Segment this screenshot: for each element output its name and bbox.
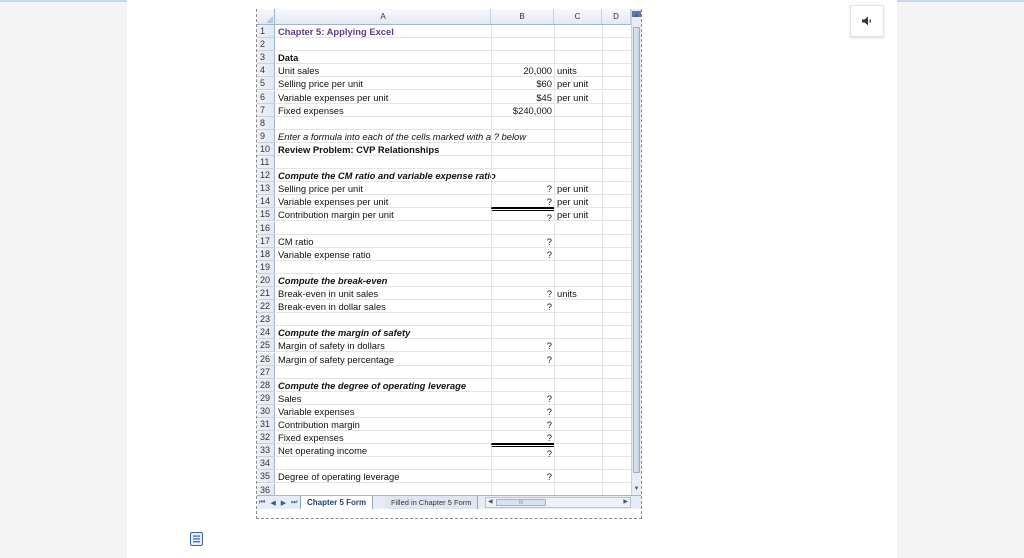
cell-d[interactable] [602, 366, 631, 379]
cell-d[interactable] [602, 274, 631, 287]
row-header[interactable]: 18 [257, 248, 275, 261]
row-header[interactable]: 30 [257, 405, 275, 418]
table-row [257, 326, 631, 339]
tab-chapter-5-form[interactable]: Chapter 5 Form [300, 496, 373, 509]
cell-a[interactable] [276, 117, 491, 130]
table-row [257, 169, 631, 182]
cell-d[interactable] [602, 287, 631, 300]
cell-a[interactable]: Net operating income [276, 444, 491, 457]
row-header[interactable]: 36 [257, 484, 275, 497]
cell-d[interactable] [602, 208, 631, 221]
cell-d[interactable] [602, 169, 631, 182]
cell-a[interactable]: Break-even in dollar sales [276, 300, 491, 313]
cell-c[interactable] [554, 156, 602, 169]
cell-a[interactable]: Compute the degree of operating leverage [276, 379, 491, 392]
cell-d[interactable] [602, 405, 631, 418]
table-row [257, 444, 631, 460]
table-row [257, 51, 631, 64]
scroll-left-button[interactable]: ◀ [488, 499, 493, 505]
cell-b[interactable]: ? [491, 248, 554, 261]
cell-c[interactable] [554, 117, 602, 130]
column-header-d[interactable]: D [602, 9, 631, 24]
cell-c[interactable] [554, 313, 602, 326]
table-row [257, 208, 631, 224]
cell-c[interactable] [554, 38, 602, 51]
cell-b[interactable]: $240,000 [491, 104, 554, 117]
cell-b[interactable]: ? [491, 431, 554, 444]
cell-a[interactable] [276, 457, 491, 470]
cell-c[interactable] [554, 104, 602, 117]
cell-c[interactable] [554, 130, 602, 143]
cell-d[interactable] [602, 25, 631, 38]
cell-d[interactable] [602, 182, 631, 195]
sheet-tab-bar [257, 495, 641, 509]
cell-b[interactable] [491, 117, 554, 130]
cell-d[interactable] [602, 313, 631, 326]
cell-a[interactable] [276, 222, 491, 235]
row-header[interactable]: 16 [257, 222, 275, 235]
cell-b[interactable] [491, 366, 554, 379]
cell-b[interactable]: $45 [491, 91, 554, 104]
row-header[interactable]: 2 [257, 38, 275, 51]
cell-b[interactable] [491, 274, 554, 287]
cell-b[interactable]: ? [491, 300, 554, 313]
table-row [257, 222, 631, 235]
cell-b[interactable] [491, 51, 554, 64]
table-row [257, 25, 631, 38]
cell-a[interactable]: Fixed expenses [276, 104, 491, 117]
cell-a[interactable]: Variable expenses [276, 405, 491, 418]
scroll-up-button[interactable]: ▲ [633, 13, 640, 19]
cell-d[interactable] [602, 300, 631, 313]
cell-d[interactable] [602, 418, 631, 431]
table-row [257, 261, 631, 274]
table-row [257, 248, 631, 261]
cell-a[interactable]: Contribution margin per unit [276, 208, 491, 221]
row-header[interactable]: 8 [257, 117, 275, 130]
cell-a[interactable]: Break-even in unit sales [276, 287, 491, 300]
cell-b[interactable] [491, 156, 554, 169]
cell-b[interactable]: ? [491, 392, 554, 405]
cell-c[interactable]: units [554, 287, 602, 300]
table-row [257, 366, 631, 379]
cell-d[interactable] [602, 444, 631, 457]
cell-d[interactable] [602, 326, 631, 339]
cell-a[interactable] [276, 156, 491, 169]
cell-b[interactable]: ? [491, 287, 554, 300]
cell-b[interactable]: ? [491, 418, 554, 431]
cell-c[interactable] [554, 353, 602, 366]
cell-b[interactable] [491, 457, 554, 470]
cell-a[interactable]: Data [276, 51, 491, 64]
table-row [257, 405, 631, 418]
row-header[interactable]: 9 [257, 130, 275, 143]
cell-b[interactable] [491, 130, 554, 143]
table-row [257, 104, 631, 117]
column-header-c[interactable]: C [554, 9, 602, 24]
cell-a[interactable]: Contribution margin [276, 418, 491, 431]
row-header[interactable]: 23 [257, 313, 275, 326]
row-header[interactable]: 22 [257, 300, 275, 313]
table-row [257, 313, 631, 326]
cell-d[interactable] [602, 248, 631, 261]
cell-d[interactable] [602, 379, 631, 392]
row-header[interactable]: 14 [257, 195, 275, 208]
row-header[interactable]: 4 [257, 64, 275, 77]
cell-d[interactable] [602, 339, 631, 352]
cell-d[interactable] [602, 77, 631, 90]
row-header[interactable]: 19 [257, 261, 275, 274]
cell-c[interactable] [554, 418, 602, 431]
document-icon[interactable] [190, 532, 203, 546]
cell-d[interactable] [602, 457, 631, 470]
row-header[interactable]: 24 [257, 326, 275, 339]
cell-d[interactable] [602, 130, 631, 143]
cell-d[interactable] [602, 235, 631, 248]
cell-b[interactable] [491, 261, 554, 274]
cell-d[interactable] [602, 117, 631, 130]
column-header-bar [257, 9, 631, 25]
table-row [257, 117, 631, 130]
cell-a[interactable]: Margin of safety percentage [276, 353, 491, 366]
cell-d[interactable] [602, 392, 631, 405]
table-row [257, 418, 631, 431]
cell-d[interactable] [602, 143, 631, 156]
scroll-down-button[interactable]: ▼ [633, 486, 640, 492]
cell-c[interactable]: per unit [554, 208, 602, 221]
cell-b[interactable]: 20,000 [491, 64, 554, 77]
tab-filled-in-chapter-5-form[interactable]: Filled in Chapter 5 Form [385, 496, 478, 509]
cell-b[interactable]: ? [491, 235, 554, 248]
cell-d[interactable] [602, 104, 631, 117]
prev-sheet-button[interactable]: ◀ [270, 499, 276, 507]
cell-b[interactable] [491, 143, 554, 156]
row-header[interactable]: 17 [257, 235, 275, 248]
cell-a[interactable] [276, 38, 491, 51]
row-header[interactable]: 12 [257, 169, 275, 182]
cell-b[interactable] [491, 38, 554, 51]
table-row [257, 64, 631, 77]
horizontal-scroll-thumb[interactable] [496, 499, 546, 506]
cell-b[interactable]: ? [491, 195, 554, 208]
row-header[interactable]: 13 [257, 182, 275, 195]
cell-c[interactable] [554, 169, 602, 182]
cell-c[interactable] [554, 431, 602, 444]
scroll-thumb[interactable] [633, 27, 640, 473]
next-sheet-button[interactable]: ▶ [280, 499, 287, 507]
cell-c[interactable]: units [554, 64, 602, 77]
table-row [257, 339, 631, 352]
cell-d[interactable] [602, 195, 631, 208]
cell-d[interactable] [602, 51, 631, 64]
row-header[interactable]: 34 [257, 457, 275, 470]
cell-b[interactable] [491, 25, 554, 38]
row-header[interactable]: 31 [257, 418, 275, 431]
cell-a[interactable] [276, 313, 491, 326]
cell-c[interactable] [554, 470, 602, 483]
cell-b[interactable] [491, 169, 554, 182]
cell-d[interactable] [602, 353, 631, 366]
cell-a[interactable]: Variable expenses per unit [276, 91, 491, 104]
row-header[interactable]: 6 [257, 91, 275, 104]
cell-b[interactable] [491, 222, 554, 235]
cell-c[interactable] [554, 25, 602, 38]
cell-a[interactable]: Fixed expenses [276, 431, 491, 444]
table-row [257, 143, 631, 156]
tab-navigation [259, 496, 297, 509]
cell-c[interactable]: per unit [554, 77, 602, 90]
cell-b[interactable]: ? [491, 182, 554, 195]
cell-c[interactable] [554, 222, 602, 235]
select-all-corner[interactable] [257, 9, 275, 24]
table-row [257, 470, 631, 483]
row-header[interactable]: 27 [257, 366, 275, 379]
cell-a[interactable] [276, 261, 491, 274]
cell-c[interactable] [554, 235, 602, 248]
table-row [257, 156, 631, 169]
table-row [257, 235, 631, 248]
vertical-scrollbar[interactable] [631, 9, 641, 495]
row-header[interactable]: 21 [257, 287, 275, 300]
cell-c[interactable] [554, 326, 602, 339]
cell-a[interactable]: Selling price per unit [276, 77, 491, 90]
table-row [257, 300, 631, 313]
cell-a[interactable]: Margin of safety in dollars [276, 339, 491, 352]
cell-c[interactable] [554, 444, 602, 457]
cell-d[interactable] [602, 222, 631, 235]
cell-c[interactable]: per unit [554, 195, 602, 208]
cell-a[interactable]: Sales [276, 392, 491, 405]
cell-a[interactable]: Compute the margin of safety [276, 326, 491, 339]
cell-a[interactable] [276, 366, 491, 379]
cell-c[interactable]: per unit [554, 182, 602, 195]
cell-c[interactable] [554, 457, 602, 470]
cell-d[interactable] [602, 431, 631, 444]
cell-c[interactable]: per unit [554, 91, 602, 104]
row-header[interactable]: 29 [257, 392, 275, 405]
row-header[interactable]: 26 [257, 353, 275, 366]
audio-button[interactable] [850, 5, 884, 37]
cell-b[interactable]: ? [491, 339, 554, 352]
table-row [257, 353, 631, 366]
cell-grid [257, 25, 631, 495]
row-header[interactable]: 33 [257, 444, 275, 457]
row-header[interactable]: 20 [257, 274, 275, 287]
cell-c[interactable] [554, 274, 602, 287]
cell-d[interactable] [602, 38, 631, 51]
table-row [257, 77, 631, 90]
cell-c[interactable] [554, 248, 602, 261]
first-sheet-button[interactable]: ⏮ [259, 498, 266, 506]
table-row [257, 431, 631, 444]
horizontal-scrollbar[interactable] [485, 497, 631, 508]
cell-b[interactable]: ? [491, 208, 554, 221]
row-header[interactable]: 32 [257, 431, 275, 444]
cell-d[interactable] [602, 261, 631, 274]
cell-a[interactable]: Variable expenses per unit [276, 195, 491, 208]
table-row [257, 287, 631, 300]
table-row [257, 130, 631, 143]
row-header[interactable]: 11 [257, 156, 275, 169]
cell-a[interactable]: Chapter 5: Applying Excel [276, 25, 491, 38]
table-row [257, 274, 631, 287]
cell-c[interactable] [554, 261, 602, 274]
cell-d[interactable] [602, 64, 631, 77]
cell-b[interactable]: ? [491, 444, 554, 457]
row-header[interactable]: 10 [257, 143, 275, 156]
cell-c[interactable] [554, 366, 602, 379]
row-header[interactable]: 28 [257, 379, 275, 392]
cell-b[interactable]: ? [491, 405, 554, 418]
cell-a[interactable]: Degree of operating leverage [276, 470, 491, 483]
column-header-a[interactable]: A [276, 9, 491, 24]
row-header[interactable]: 25 [257, 339, 275, 352]
last-sheet-button[interactable]: ⏭ [291, 498, 298, 506]
cell-c[interactable] [554, 339, 602, 352]
cell-c[interactable] [554, 392, 602, 405]
cell-d[interactable] [602, 470, 631, 483]
row-header[interactable]: 15 [257, 208, 275, 221]
scroll-grip: III [518, 500, 524, 506]
cell-c[interactable] [554, 51, 602, 64]
table-row [257, 457, 631, 470]
table-row [257, 195, 631, 208]
row-header[interactable]: 1 [257, 25, 275, 38]
row-header[interactable]: 5 [257, 77, 275, 90]
cell-b[interactable]: ? [491, 353, 554, 366]
cell-b[interactable]: $60 [491, 77, 554, 90]
row-header[interactable]: 3 [257, 51, 275, 64]
cell-a[interactable]: Unit sales [276, 64, 491, 77]
cell-d[interactable] [602, 156, 631, 169]
row-header[interactable]: 35 [257, 470, 275, 483]
cell-b[interactable]: ? [491, 470, 554, 483]
cell-b[interactable] [491, 379, 554, 392]
cell-a[interactable]: Enter a formula into each of the cells marked with a ? below [278, 130, 527, 142]
column-header-b[interactable]: B [491, 9, 554, 24]
cell-c[interactable] [554, 405, 602, 418]
cell-b[interactable] [491, 313, 554, 326]
cell-d[interactable] [602, 91, 631, 104]
spreadsheet-embed [256, 9, 642, 519]
table-row [257, 38, 631, 51]
cell-a[interactable]: Compute the break-even [276, 274, 491, 287]
cell-c[interactable] [554, 143, 602, 156]
scroll-right-button[interactable]: ▶ [623, 499, 628, 505]
cell-c[interactable] [554, 300, 602, 313]
cell-c[interactable] [554, 379, 602, 392]
cell-a[interactable]: Selling price per unit [276, 182, 491, 195]
table-row [257, 379, 631, 392]
table-row [257, 392, 631, 405]
cell-a[interactable]: CM ratio [276, 235, 491, 248]
speaker-icon [861, 16, 873, 26]
cell-a[interactable]: Compute the CM ratio and variable expense ratio [278, 170, 496, 182]
cell-b[interactable] [491, 326, 554, 339]
cell-a[interactable]: Review Problem: CVP Relationships [276, 143, 491, 156]
row-header[interactable]: 7 [257, 104, 275, 117]
table-row [257, 182, 631, 195]
cell-a[interactable]: Variable expense ratio [276, 248, 491, 261]
table-row [257, 91, 631, 104]
